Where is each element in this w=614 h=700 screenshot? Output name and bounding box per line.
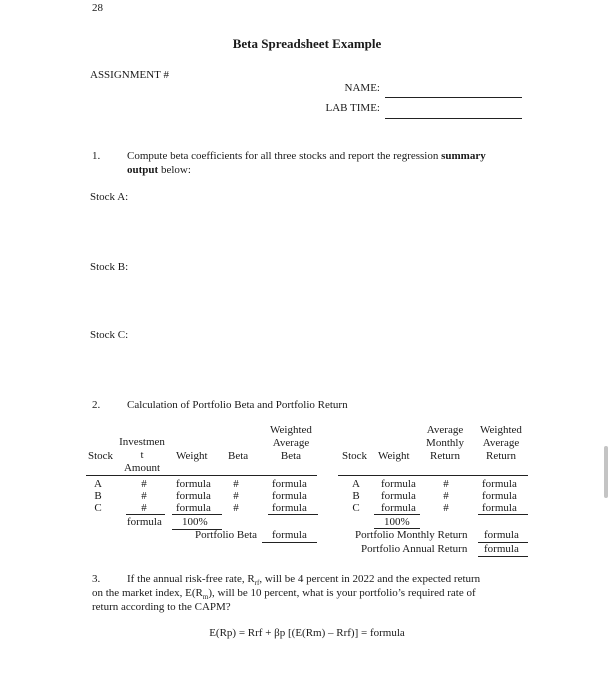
page-title: Beta Spreadsheet Example (232, 36, 382, 51)
table-row-beta: # (233, 478, 239, 490)
name-label: NAME: (344, 82, 380, 94)
left-beta-header: Beta (228, 450, 249, 462)
portfolio-beta-value: formula (272, 529, 307, 541)
portfolio-beta-rule (262, 542, 317, 543)
capm-formula: E(Rp) = Rrf + βp [(E(Rm) – Rrf)] = formula (209, 627, 405, 639)
monthly-return-value: formula (484, 529, 519, 541)
assignment-label: ASSIGNMENT # (90, 69, 169, 81)
table-row-amr: # (443, 478, 449, 490)
q3-line1-sub: rf (254, 579, 260, 588)
q1-text-below: below: (158, 164, 191, 176)
left-header-rule (86, 475, 317, 476)
table-row-wab: formula (272, 490, 307, 502)
weight-sum-rule (172, 514, 222, 515)
right-total-weight: 100% (384, 516, 410, 528)
table-row-weight: formula (381, 490, 416, 502)
table-row-amr: # (443, 490, 449, 502)
wab-header-2: Average (272, 437, 310, 449)
q3-line1-a: If the annual risk-free rate, R (127, 573, 255, 585)
lab-time-label: LAB TIME: (325, 102, 380, 114)
right-weight-sum-rule (374, 514, 420, 515)
annual-return-value: formula (484, 543, 519, 555)
q1-text-bold: summary (441, 150, 486, 162)
left-total-amount: formula (127, 516, 162, 528)
investment-header-3: Amount (123, 462, 161, 474)
q1-text-line1 (127, 150, 486, 162)
right-stock-column (349, 478, 363, 514)
wab-header (267, 424, 315, 463)
left-beta-column (228, 478, 244, 514)
war-header-1: Weighted (480, 424, 522, 436)
amount-sum-rule (126, 514, 165, 515)
q1-text-a: Compute beta coefficients for all three stocks and report the regression (127, 150, 442, 162)
amr-header-3: Return (430, 450, 460, 462)
annual-return-rule (478, 556, 528, 557)
name-underline (385, 97, 522, 98)
investment-header-1: Investmen (119, 436, 165, 448)
left-total-weight: 100% (182, 516, 208, 528)
table-row-beta: # (233, 490, 239, 502)
right-header-rule (338, 475, 528, 476)
q1-text-line2 (127, 164, 191, 176)
q3-line2-b: ), will be 10 percent, what is your portfolio’s required rate of (208, 587, 476, 599)
portfolio-beta-label: Portfolio Beta (195, 529, 258, 541)
amr-header-1: Average (426, 424, 464, 436)
q2-heading: Calculation of Portfolio Beta and Portfolio Return (127, 399, 348, 411)
right-weight-column (381, 478, 416, 514)
table-row-weight: formula (176, 490, 211, 502)
left-amount-column (134, 478, 154, 514)
table-row-weight: formula (381, 502, 416, 514)
war-header-2: Average (482, 437, 520, 449)
table-row-stock: A (94, 478, 102, 490)
wab-header-3: Beta (280, 450, 302, 462)
stock-a-label: Stock A: (90, 191, 129, 203)
q3-line3: return according to the CAPM? (92, 601, 231, 613)
table-row-war: formula (482, 478, 517, 490)
q3-line1 (127, 573, 480, 587)
table-row-wab: formula (272, 502, 307, 514)
table-row-weight: formula (176, 502, 211, 514)
right-war-sum-rule (478, 514, 528, 515)
right-weight-header: Weight (378, 450, 410, 462)
monthly-return-label: Portfolio Monthly Return (355, 529, 468, 541)
table-row-amount: # (141, 502, 147, 514)
investment-header-2: t (140, 449, 144, 461)
q1-number: 1. (92, 150, 101, 162)
table-row-amr: # (443, 502, 449, 514)
q1-text-output: output (127, 164, 159, 176)
scrollbar[interactable] (604, 446, 608, 498)
left-weight-header: Weight (176, 450, 208, 462)
annual-return-label: Portfolio Annual Return (361, 543, 468, 555)
q3-number: 3. (92, 573, 101, 585)
table-row-stock: B (352, 490, 360, 502)
table-row-weight: formula (176, 478, 211, 490)
table-row-stock: C (352, 502, 360, 514)
left-weight-column (176, 478, 211, 514)
wab-header-1: Weighted (270, 424, 312, 436)
table-row-war: formula (482, 490, 517, 502)
left-stock-column (88, 478, 108, 514)
left-stock-header: Stock (88, 450, 114, 462)
q2-number: 2. (92, 399, 101, 411)
war-header (478, 424, 524, 463)
table-row-wab: formula (272, 478, 307, 490)
table-row-amount: # (141, 478, 147, 490)
stock-c-label: Stock C: (90, 329, 129, 341)
left-wab-column (272, 478, 307, 514)
amr-header-2: Monthly (426, 437, 464, 449)
stock-b-label: Stock B: (90, 261, 129, 273)
investment-header (116, 436, 168, 475)
q3-line2 (92, 587, 476, 601)
table-row-amount: # (141, 490, 147, 502)
right-amr-column (438, 478, 454, 514)
table-row-stock: C (94, 502, 102, 514)
table-row-weight: formula (381, 478, 416, 490)
page-number: 28 (92, 2, 103, 14)
right-stock-header: Stock (342, 450, 368, 462)
wab-sum-rule (268, 514, 318, 515)
q3-line2-a: on the market index, E(R (92, 587, 203, 599)
table-row-stock: A (352, 478, 360, 490)
right-war-column (482, 478, 517, 514)
table-row-stock: B (94, 490, 102, 502)
war-header-3: Return (486, 450, 516, 462)
table-row-beta: # (233, 502, 239, 514)
table-row-war: formula (482, 502, 517, 514)
q3-line1-rest: , will be 4 percent in 2022 and the expected return (259, 573, 481, 585)
lab-time-underline (385, 118, 522, 119)
q3-line2-sub: m (202, 593, 209, 602)
amr-header (424, 424, 466, 463)
